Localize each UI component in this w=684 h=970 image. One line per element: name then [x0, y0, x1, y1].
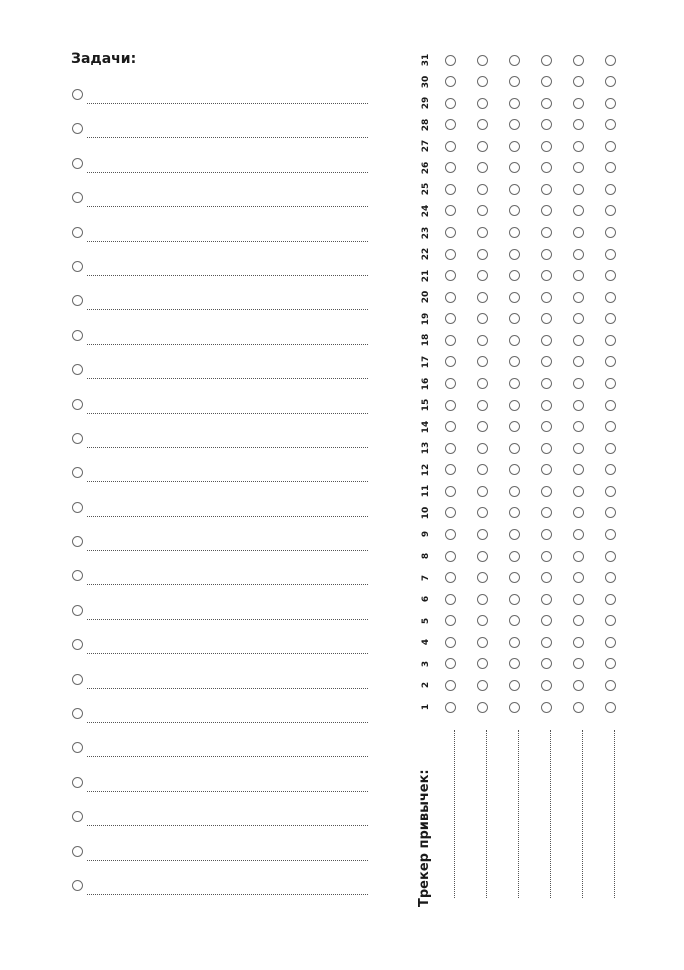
habit-check-circle[interactable]	[605, 680, 616, 691]
habit-check-circle[interactable]	[541, 658, 552, 669]
habit-check-circle[interactable]	[605, 249, 616, 260]
habit-check-circle[interactable]	[509, 119, 520, 130]
day-label: 21	[421, 269, 431, 282]
task-item	[0, 192, 400, 222]
habit-check-circle[interactable]	[605, 119, 616, 130]
day-label: 8	[421, 552, 431, 560]
task-writing-line[interactable]	[87, 791, 368, 792]
habit-check-circle[interactable]	[573, 443, 584, 454]
habit-check-circle[interactable]	[541, 594, 552, 605]
habit-check-circle[interactable]	[445, 270, 456, 281]
habit-check-circle[interactable]	[573, 594, 584, 605]
habit-check-circle[interactable]	[445, 443, 456, 454]
task-item	[0, 674, 400, 704]
habit-check-circle[interactable]	[541, 184, 552, 195]
habit-check-circle[interactable]	[605, 162, 616, 173]
habit-check-circle[interactable]	[509, 507, 520, 518]
habit-name-line[interactable]	[550, 730, 551, 898]
habit-check-circle[interactable]	[445, 680, 456, 691]
habit-check-circle[interactable]	[509, 551, 520, 562]
day-label: 26	[421, 161, 431, 175]
habit-check-circle[interactable]	[605, 313, 616, 324]
habit-check-circle[interactable]	[605, 292, 616, 303]
task-writing-line[interactable]	[87, 550, 368, 551]
habit-check-circle[interactable]	[605, 658, 616, 669]
habit-check-circle[interactable]	[509, 76, 520, 87]
task-writing-line[interactable]	[87, 103, 368, 104]
habit-check-circle[interactable]	[605, 421, 616, 432]
habit-check-circle[interactable]	[605, 335, 616, 346]
habit-check-circle[interactable]	[573, 55, 584, 66]
habit-check-circle[interactable]	[477, 658, 488, 669]
day-label: 31	[421, 53, 431, 67]
habit-check-circle[interactable]	[509, 98, 520, 109]
habit-check-circle[interactable]	[445, 529, 456, 540]
habit-check-circle[interactable]	[541, 443, 552, 454]
habit-check-circle[interactable]	[445, 313, 456, 324]
habit-check-circle[interactable]	[477, 486, 488, 497]
habit-check-circle[interactable]	[509, 227, 520, 238]
habit-check-circle[interactable]	[477, 119, 488, 130]
habit-check-circle[interactable]	[445, 55, 456, 66]
habit-check-circle[interactable]	[477, 443, 488, 454]
task-item	[0, 846, 400, 876]
habit-check-circle[interactable]	[477, 335, 488, 346]
habit-check-circle[interactable]	[445, 378, 456, 389]
habit-check-circle[interactable]	[445, 658, 456, 669]
day-label: 28	[421, 118, 431, 131]
day-label: 15	[421, 398, 431, 412]
habit-check-circle[interactable]	[573, 184, 584, 195]
habit-check-circle[interactable]	[573, 615, 584, 626]
day-label: 29	[421, 96, 431, 110]
habit-check-circle[interactable]	[573, 658, 584, 669]
habit-check-circle[interactable]	[573, 400, 584, 411]
habit-check-circle[interactable]	[541, 464, 552, 475]
habit-check-circle[interactable]	[573, 572, 584, 583]
habit-check-circle[interactable]	[509, 680, 520, 691]
day-label: 24	[421, 204, 431, 218]
task-writing-line[interactable]	[87, 584, 368, 585]
day-label: 19	[421, 312, 431, 326]
day-label: 10	[421, 506, 431, 520]
habit-check-circle[interactable]	[541, 702, 552, 713]
habit-check-circle[interactable]	[445, 551, 456, 562]
habit-check-circle[interactable]	[477, 594, 488, 605]
task-writing-line[interactable]	[87, 481, 368, 482]
habit-name-line[interactable]	[486, 730, 487, 898]
habit-check-circle[interactable]	[605, 464, 616, 475]
habit-check-circle[interactable]	[573, 680, 584, 691]
task-checkbox-circle[interactable]	[72, 227, 83, 238]
habit-name-line[interactable]	[518, 730, 519, 898]
habit-check-circle[interactable]	[509, 529, 520, 540]
task-item	[0, 330, 400, 360]
task-item	[0, 811, 400, 841]
habit-check-circle[interactable]	[509, 486, 520, 497]
habit-check-circle[interactable]	[541, 572, 552, 583]
task-writing-line[interactable]	[87, 688, 368, 689]
habit-check-circle[interactable]	[541, 292, 552, 303]
task-item	[0, 399, 400, 429]
habit-check-circle[interactable]	[509, 184, 520, 195]
habit-check-circle[interactable]	[573, 464, 584, 475]
habit-check-circle[interactable]	[445, 615, 456, 626]
task-checkbox-circle[interactable]	[72, 295, 83, 306]
habit-check-circle[interactable]	[445, 464, 456, 475]
day-label: 16	[421, 377, 431, 390]
day-label: 2	[421, 682, 431, 689]
habit-check-circle[interactable]	[541, 270, 552, 281]
habit-check-circle[interactable]	[509, 400, 520, 411]
habit-check-circle[interactable]	[477, 637, 488, 648]
habit-check-circle[interactable]	[573, 507, 584, 518]
day-label: 3	[421, 660, 431, 667]
habit-name-line[interactable]	[454, 730, 455, 898]
habit-check-circle[interactable]	[477, 572, 488, 583]
habit-check-circle[interactable]	[509, 55, 520, 66]
task-writing-line[interactable]	[87, 309, 368, 310]
task-item	[0, 364, 400, 394]
habit-check-circle[interactable]	[541, 400, 552, 411]
habit-check-circle[interactable]	[573, 162, 584, 173]
habit-check-circle[interactable]	[605, 141, 616, 152]
day-label: 5	[421, 617, 431, 624]
habit-check-circle[interactable]	[605, 270, 616, 281]
habit-check-circle[interactable]	[509, 658, 520, 669]
habit-check-circle[interactable]	[605, 76, 616, 87]
task-item	[0, 502, 400, 532]
task-item	[0, 639, 400, 669]
task-checkbox-circle[interactable]	[72, 639, 83, 650]
habit-check-circle[interactable]	[605, 227, 616, 238]
day-label: 30	[421, 75, 431, 88]
task-checkbox-circle[interactable]	[72, 880, 83, 891]
task-writing-line[interactable]	[87, 894, 368, 895]
task-item	[0, 433, 400, 463]
habit-check-circle[interactable]	[605, 486, 616, 497]
task-writing-line[interactable]	[87, 241, 368, 242]
habit-check-circle[interactable]	[573, 421, 584, 432]
habit-check-circle[interactable]	[573, 141, 584, 152]
habit-check-circle[interactable]	[445, 594, 456, 605]
task-checkbox-circle[interactable]	[72, 467, 83, 478]
task-writing-line[interactable]	[87, 825, 368, 826]
habit-check-circle[interactable]	[605, 184, 616, 195]
habit-check-circle[interactable]	[541, 119, 552, 130]
habit-tracker-title: Трекер привычек:	[417, 769, 432, 907]
habit-check-circle[interactable]	[573, 335, 584, 346]
habit-check-circle[interactable]	[573, 529, 584, 540]
task-item	[0, 89, 400, 119]
task-item	[0, 467, 400, 497]
habit-check-circle[interactable]	[541, 55, 552, 66]
task-checkbox-circle[interactable]	[72, 708, 83, 719]
habit-check-circle[interactable]	[477, 551, 488, 562]
habit-check-circle[interactable]	[541, 98, 552, 109]
habit-check-circle[interactable]	[541, 227, 552, 238]
habit-check-circle[interactable]	[573, 119, 584, 130]
habit-check-circle[interactable]	[509, 205, 520, 216]
task-item	[0, 295, 400, 325]
habit-check-circle[interactable]	[509, 378, 520, 389]
habit-check-circle[interactable]	[605, 507, 616, 518]
task-item	[0, 742, 400, 772]
task-checkbox-circle[interactable]	[72, 89, 83, 100]
task-writing-line[interactable]	[87, 756, 368, 757]
task-checkbox-circle[interactable]	[72, 674, 83, 685]
day-label: 23	[421, 226, 431, 239]
habit-check-circle[interactable]	[509, 141, 520, 152]
habit-check-circle[interactable]	[477, 313, 488, 324]
habit-check-circle[interactable]	[477, 464, 488, 475]
habit-check-circle[interactable]	[541, 162, 552, 173]
task-item	[0, 880, 400, 910]
habit-check-circle[interactable]	[509, 335, 520, 346]
habit-check-circle[interactable]	[477, 227, 488, 238]
habit-check-circle[interactable]	[445, 249, 456, 260]
habit-check-circle[interactable]	[445, 76, 456, 87]
habit-check-circle[interactable]	[477, 76, 488, 87]
day-label: 17	[421, 355, 431, 369]
habit-check-circle[interactable]	[509, 464, 520, 475]
habit-check-circle[interactable]	[509, 637, 520, 648]
habit-check-circle[interactable]	[605, 356, 616, 367]
habit-check-circle[interactable]	[477, 529, 488, 540]
task-checkbox-circle[interactable]	[72, 502, 83, 513]
habit-check-circle[interactable]	[605, 443, 616, 454]
task-item	[0, 261, 400, 291]
day-label: 22	[421, 247, 431, 261]
habit-check-circle[interactable]	[573, 637, 584, 648]
task-writing-line[interactable]	[87, 206, 368, 207]
task-checkbox-circle[interactable]	[72, 158, 83, 169]
day-label: 11	[421, 485, 431, 498]
day-label: 12	[421, 463, 431, 477]
task-writing-line[interactable]	[87, 275, 368, 276]
habit-check-circle[interactable]	[445, 335, 456, 346]
habit-check-circle[interactable]	[477, 55, 488, 66]
task-checkbox-circle[interactable]	[72, 192, 83, 203]
habit-check-circle[interactable]	[573, 551, 584, 562]
task-checkbox-circle[interactable]	[72, 742, 83, 753]
habit-check-circle[interactable]	[509, 249, 520, 260]
habit-check-circle[interactable]	[605, 400, 616, 411]
task-writing-line[interactable]	[87, 619, 368, 620]
task-checkbox-circle[interactable]	[72, 811, 83, 822]
tasks-title: Задачи:	[71, 51, 137, 67]
task-writing-line[interactable]	[87, 344, 368, 345]
habit-check-circle[interactable]	[509, 313, 520, 324]
habit-check-circle[interactable]	[541, 76, 552, 87]
task-writing-line[interactable]	[87, 860, 368, 861]
task-checkbox-circle[interactable]	[72, 536, 83, 547]
habit-check-circle[interactable]	[445, 184, 456, 195]
day-label: 9	[421, 531, 431, 538]
habit-check-circle[interactable]	[445, 227, 456, 238]
habit-check-circle[interactable]	[477, 702, 488, 713]
habit-check-circle[interactable]	[541, 615, 552, 626]
habit-check-circle[interactable]	[573, 702, 584, 713]
task-item	[0, 123, 400, 153]
task-writing-line[interactable]	[87, 413, 368, 414]
habit-check-circle[interactable]	[477, 249, 488, 260]
habit-check-circle[interactable]	[509, 421, 520, 432]
habit-check-circle[interactable]	[445, 637, 456, 648]
habit-check-circle[interactable]	[445, 702, 456, 713]
task-checkbox-circle[interactable]	[72, 399, 83, 410]
day-label: 1	[421, 703, 431, 711]
habit-check-circle[interactable]	[541, 529, 552, 540]
habit-check-circle[interactable]	[541, 680, 552, 691]
task-item	[0, 227, 400, 257]
habit-check-circle[interactable]	[445, 572, 456, 583]
habit-check-circle[interactable]	[541, 335, 552, 346]
task-checkbox-circle[interactable]	[72, 846, 83, 857]
habit-check-circle[interactable]	[477, 98, 488, 109]
habit-check-circle[interactable]	[605, 378, 616, 389]
habit-check-circle[interactable]	[541, 507, 552, 518]
habit-check-circle[interactable]	[573, 378, 584, 389]
habit-check-circle[interactable]	[541, 637, 552, 648]
habit-check-circle[interactable]	[509, 356, 520, 367]
task-checkbox-circle[interactable]	[72, 570, 83, 581]
habit-check-circle[interactable]	[509, 572, 520, 583]
day-label: 7	[421, 574, 431, 581]
habit-check-circle[interactable]	[573, 249, 584, 260]
habit-check-circle[interactable]	[445, 162, 456, 173]
day-label: 13	[421, 441, 431, 455]
habit-name-line[interactable]	[614, 730, 615, 898]
task-writing-line[interactable]	[87, 653, 368, 654]
habit-check-circle[interactable]	[445, 292, 456, 303]
task-item	[0, 536, 400, 566]
habit-check-circle[interactable]	[477, 680, 488, 691]
habit-check-circle[interactable]	[573, 486, 584, 497]
task-item	[0, 605, 400, 635]
habit-check-circle[interactable]	[509, 702, 520, 713]
habit-check-circle[interactable]	[445, 98, 456, 109]
task-item	[0, 708, 400, 738]
day-label: 18	[421, 334, 431, 347]
habit-check-circle[interactable]	[477, 507, 488, 518]
habit-check-circle[interactable]	[605, 637, 616, 648]
task-writing-line[interactable]	[87, 447, 368, 448]
habit-check-circle[interactable]	[509, 292, 520, 303]
habit-check-circle[interactable]	[573, 356, 584, 367]
habit-check-circle[interactable]	[509, 162, 520, 173]
habit-check-circle[interactable]	[477, 421, 488, 432]
task-writing-line[interactable]	[87, 722, 368, 723]
habit-check-circle[interactable]	[509, 594, 520, 605]
day-label: 4	[421, 639, 431, 646]
habit-check-circle[interactable]	[605, 594, 616, 605]
habit-check-circle[interactable]	[477, 615, 488, 626]
habit-check-circle[interactable]	[445, 400, 456, 411]
day-label: 6	[421, 596, 431, 603]
habit-check-circle[interactable]	[445, 119, 456, 130]
habit-check-circle[interactable]	[477, 162, 488, 173]
day-label: 27	[421, 140, 431, 153]
habit-check-circle[interactable]	[573, 292, 584, 303]
task-checkbox-circle[interactable]	[72, 777, 83, 788]
task-checkbox-circle[interactable]	[72, 123, 83, 134]
task-writing-line[interactable]	[87, 516, 368, 517]
habit-check-circle[interactable]	[541, 313, 552, 324]
task-writing-line[interactable]	[87, 137, 368, 138]
task-item	[0, 158, 400, 188]
habit-check-circle[interactable]	[573, 205, 584, 216]
task-checkbox-circle[interactable]	[72, 330, 83, 341]
habit-check-circle[interactable]	[605, 615, 616, 626]
habit-check-circle[interactable]	[445, 205, 456, 216]
day-label: 25	[421, 183, 431, 196]
habit-check-circle[interactable]	[541, 551, 552, 562]
task-checkbox-circle[interactable]	[72, 433, 83, 444]
habit-check-circle[interactable]	[445, 141, 456, 152]
habit-check-circle[interactable]	[573, 98, 584, 109]
habit-name-line[interactable]	[582, 730, 583, 898]
habit-check-circle[interactable]	[541, 205, 552, 216]
habit-check-circle[interactable]	[477, 141, 488, 152]
habit-check-circle[interactable]	[541, 356, 552, 367]
habit-check-circle[interactable]	[509, 615, 520, 626]
habit-check-circle[interactable]	[605, 702, 616, 713]
habit-check-circle[interactable]	[605, 529, 616, 540]
habit-check-circle[interactable]	[541, 421, 552, 432]
habit-check-circle[interactable]	[605, 205, 616, 216]
habit-check-circle[interactable]	[477, 205, 488, 216]
habit-check-circle[interactable]	[477, 184, 488, 195]
task-checkbox-circle[interactable]	[72, 261, 83, 272]
habit-check-circle[interactable]	[573, 270, 584, 281]
habit-check-circle[interactable]	[605, 98, 616, 109]
habit-check-circle[interactable]	[541, 486, 552, 497]
habit-check-circle[interactable]	[445, 486, 456, 497]
task-writing-line[interactable]	[87, 172, 368, 173]
task-item	[0, 777, 400, 807]
habit-check-circle[interactable]	[605, 572, 616, 583]
habit-check-circle[interactable]	[477, 292, 488, 303]
habit-check-circle[interactable]	[541, 249, 552, 260]
habit-check-circle[interactable]	[477, 378, 488, 389]
habit-check-circle[interactable]	[445, 356, 456, 367]
task-item	[0, 570, 400, 600]
habit-check-circle[interactable]	[605, 55, 616, 66]
habit-check-circle[interactable]	[573, 313, 584, 324]
habit-check-circle[interactable]	[573, 76, 584, 87]
day-label: 14	[421, 420, 431, 433]
habit-check-circle[interactable]	[445, 507, 456, 518]
habit-check-circle[interactable]	[541, 378, 552, 389]
habit-check-circle[interactable]	[445, 421, 456, 432]
task-writing-line[interactable]	[87, 378, 368, 379]
habit-check-circle[interactable]	[477, 400, 488, 411]
habit-check-circle[interactable]	[509, 270, 520, 281]
task-checkbox-circle[interactable]	[72, 364, 83, 375]
habit-check-circle[interactable]	[541, 141, 552, 152]
day-label: 20	[421, 290, 431, 304]
habit-check-circle[interactable]	[509, 443, 520, 454]
task-checkbox-circle[interactable]	[72, 605, 83, 616]
habit-check-circle[interactable]	[573, 227, 584, 238]
habit-check-circle[interactable]	[477, 270, 488, 281]
habit-check-circle[interactable]	[477, 356, 488, 367]
habit-check-circle[interactable]	[605, 551, 616, 562]
